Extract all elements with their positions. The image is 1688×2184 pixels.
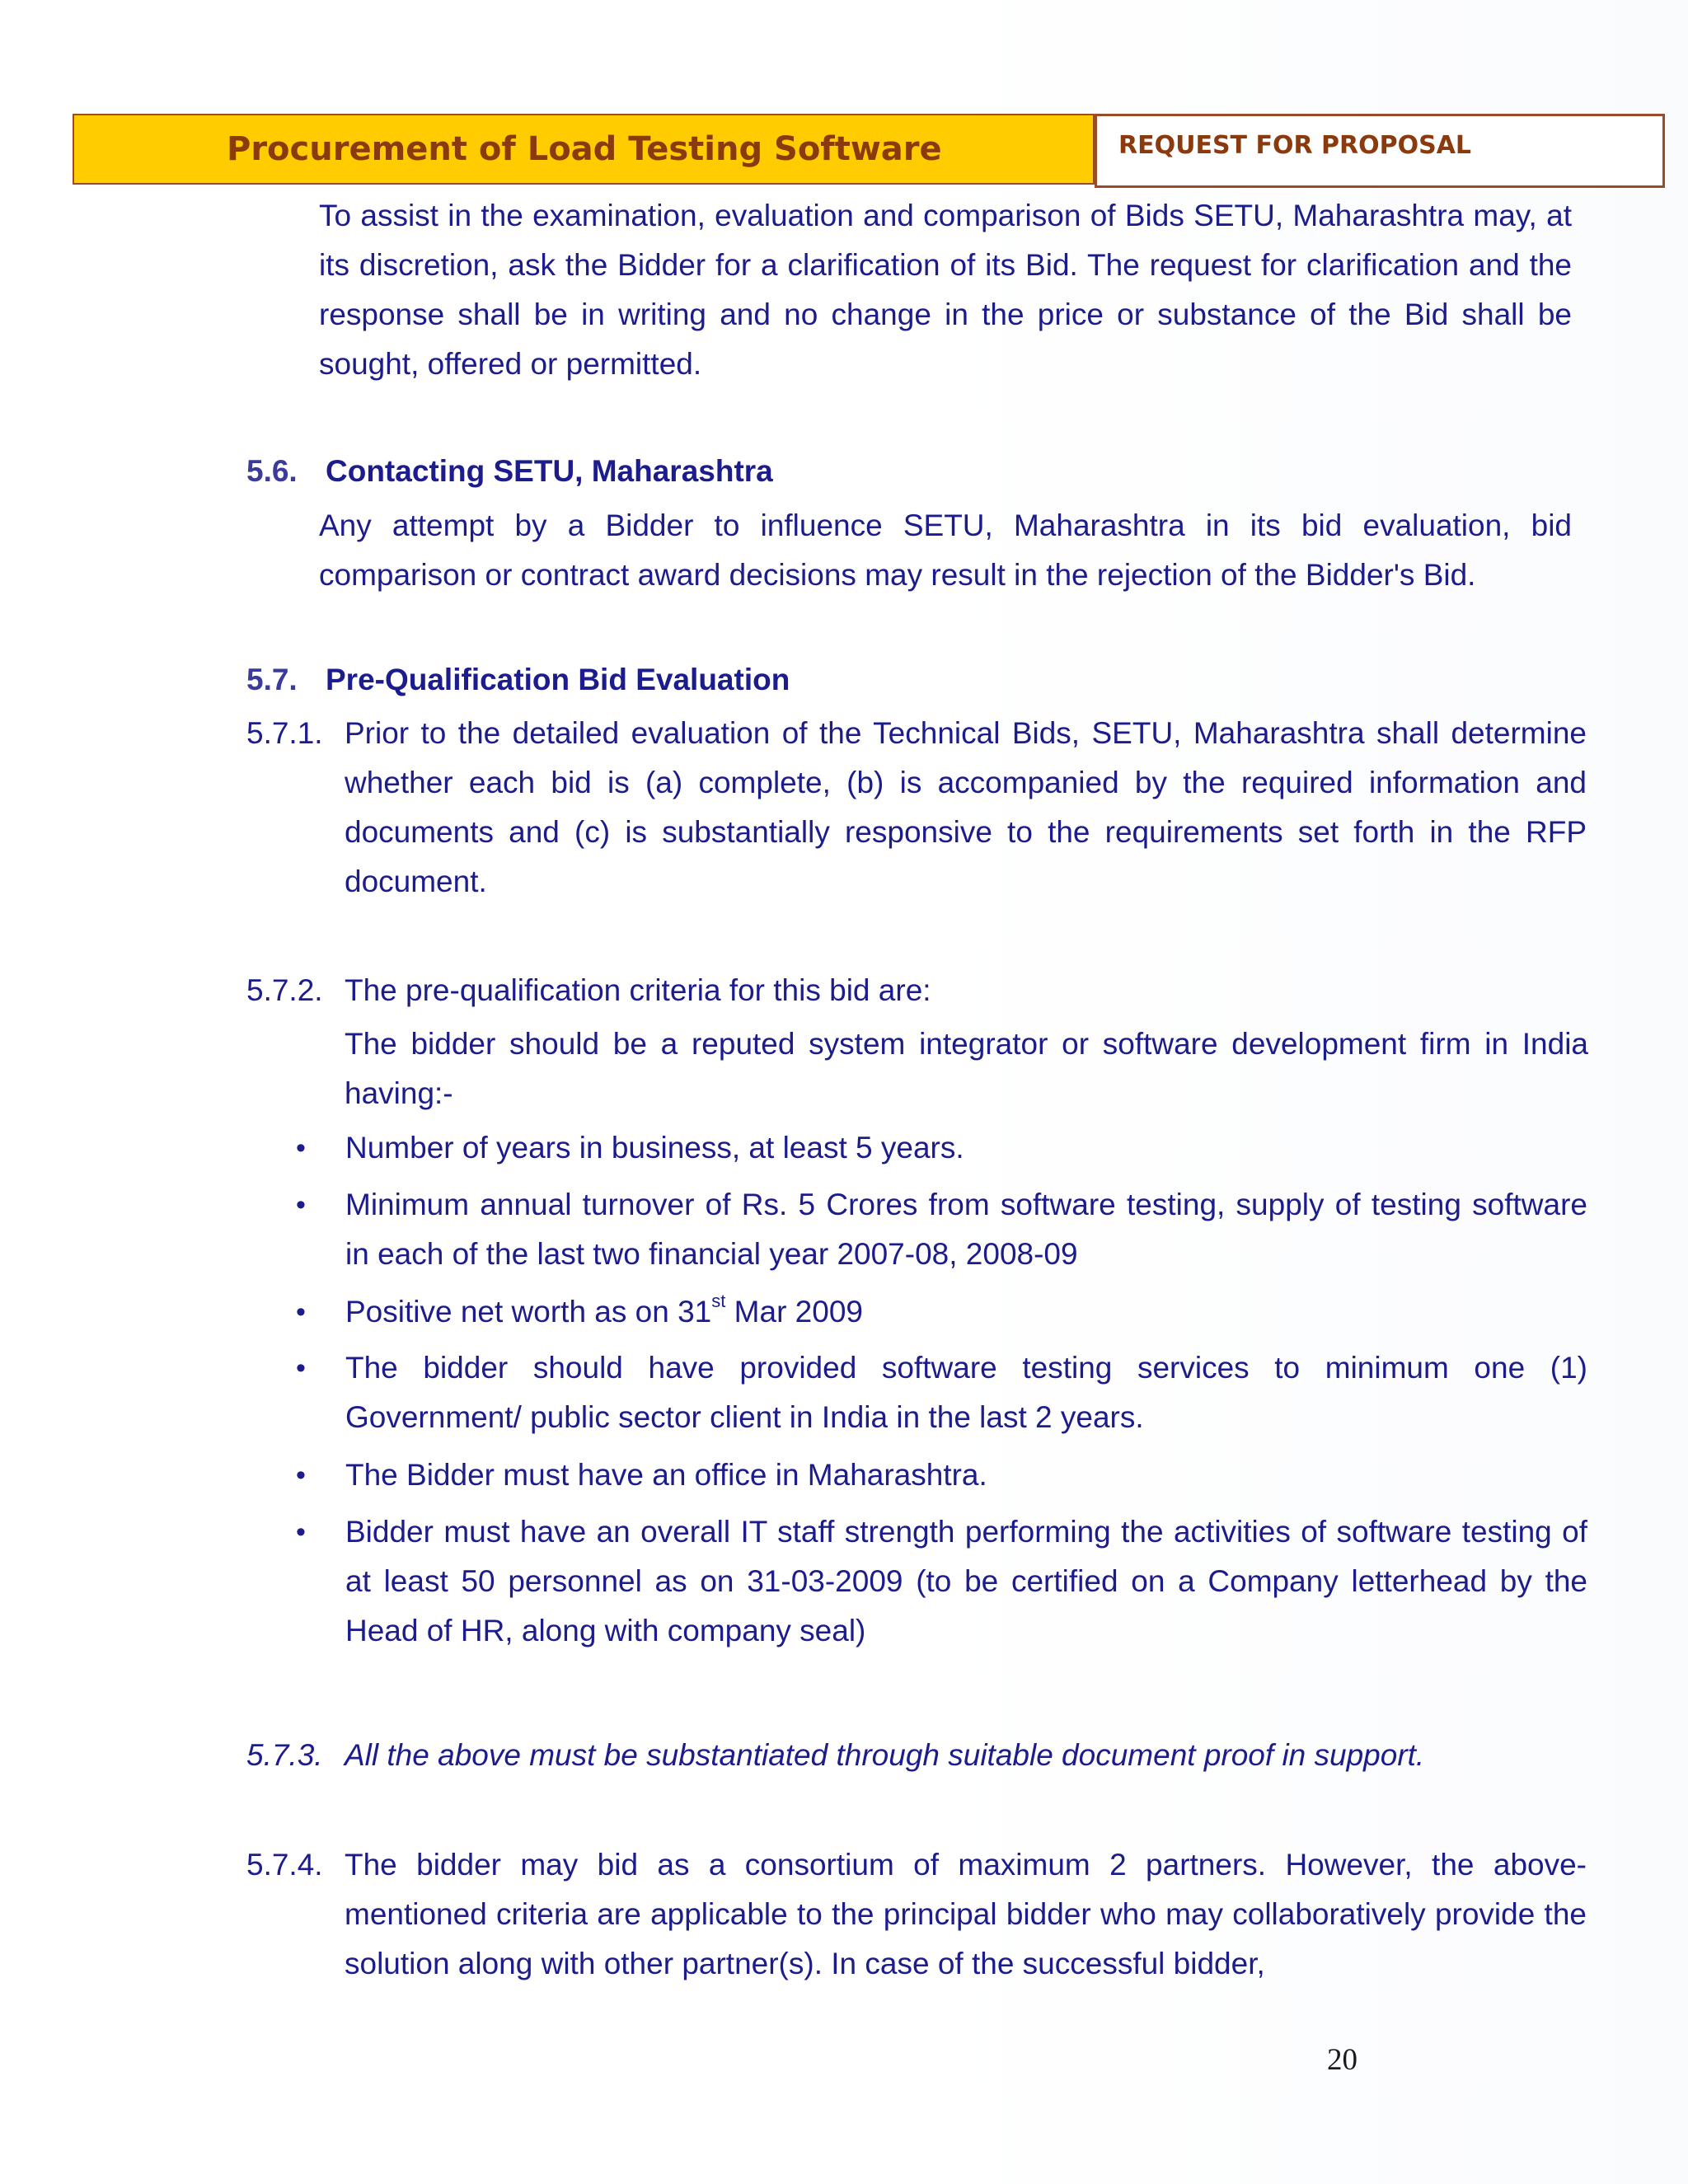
bullet-text: Bidder must have an overall IT staff strength performing the activities of software testing of at least 50 personnel as on 31-03-2009 (to be certified on a Company letterhead by the Head of HR, along with company seal) [345, 1515, 1587, 1647]
bullet-text: Number of years in business, at least 5 years. [345, 1131, 964, 1165]
criteria-bullet [293, 1123, 1588, 1173]
ordinal-suffix: st [711, 1291, 726, 1311]
clause-text: The pre-qualification criteria for this bid are: [345, 973, 931, 1007]
clause-text: All the above must be substantiated through suitable document proof in support. [345, 1738, 1425, 1772]
criteria-bullet [293, 1180, 1588, 1279]
clause-5-7-1 [246, 709, 1588, 907]
bullet-text-tail: Mar 2009 [725, 1295, 863, 1329]
bullet-text: The Bidder must have an office in Maharashtra. [345, 1458, 987, 1492]
bullet-icon: • [296, 1189, 306, 1221]
clause-text: The bidder may bid as a consortium of maximum 2 partners. However, the above-mentioned criteria are applicable to the principal bidder who may collaboratively provide the solution along with other partner(s). In case of the successful bidder, [345, 1848, 1587, 1980]
clause-5-7-2-subtext: The bidder should be a reputed system integrator or software development firm in India having:- [345, 1027, 1588, 1110]
bullet-icon: • [296, 1352, 306, 1384]
clause-number: 5.7.4. [246, 1848, 323, 1882]
criteria-bullet [293, 1451, 1588, 1500]
bullet-icon: • [296, 1132, 306, 1164]
clause-5-7-4 [246, 1840, 1588, 1989]
bullet-text-main: Positive net worth as on 31 [345, 1295, 712, 1329]
bullet-icon: • [296, 1460, 306, 1491]
header-tag: REQUEST FOR PROPOSAL [1095, 114, 1665, 188]
bullet-icon: • [296, 1516, 306, 1548]
bullet-icon: • [296, 1296, 306, 1328]
section-number: 5.7. [246, 663, 298, 696]
clause-text: Prior to the detailed evaluation of the Technical Bids, SETU, Maharashtra shall determine whether each bid is (a) complete, (b) is accompanied by the required information and documents and (c) is substantially responsive to the requirements set forth in the RFP document. [345, 716, 1587, 898]
criteria-bullet [293, 1287, 1588, 1337]
section-title: Pre-Qualification Bid Evaluation [326, 663, 790, 696]
bullet-text: The bidder should have provided software testing services to minimum one (1) Government/ public sector client in India in the last 2 years. [345, 1351, 1587, 1434]
clause-number: 5.7.3. [246, 1738, 323, 1772]
clause-5-7-3 [246, 1731, 1588, 1780]
clause-number: 5.7.1. [246, 716, 323, 750]
section-5-6-heading [246, 447, 773, 496]
page-number: 20 [1327, 2043, 1357, 2077]
section-5-6-text: Any attempt by a Bidder to influence SETU, Maharashtra in its bid evaluation, bid comparison or contract award decisions may result in the rejection of the Bidder's Bid. [319, 509, 1572, 592]
header-title: Procurement of Load Testing Software [73, 114, 1095, 185]
section-5-7-heading [246, 655, 790, 705]
bullet-text [345, 1287, 1587, 1337]
intro-paragraph: To assist in the examination, evaluation and comparison of Bids SETU, Maharashtra may, at its discretion, ask the Bidder for a clarification of its Bid. The request for clarification and the response shall be in writing and no change in the price or substance of the Bid shall be sought, offered or permitted. [319, 199, 1572, 381]
section-number: 5.6. [246, 454, 298, 488]
bullet-text: Minimum annual turnover of Rs. 5 Crores from software testing, supply of testing software in each of the last two financial year 2007-08, 2008-09 [345, 1188, 1587, 1271]
clause-5-7-2 [246, 966, 1588, 1015]
criteria-bullet [293, 1507, 1588, 1656]
criteria-bullet [293, 1343, 1588, 1442]
clause-number: 5.7.2. [246, 973, 323, 1007]
page-header [73, 114, 1665, 188]
section-title: Contacting SETU, Maharashtra [326, 454, 773, 488]
